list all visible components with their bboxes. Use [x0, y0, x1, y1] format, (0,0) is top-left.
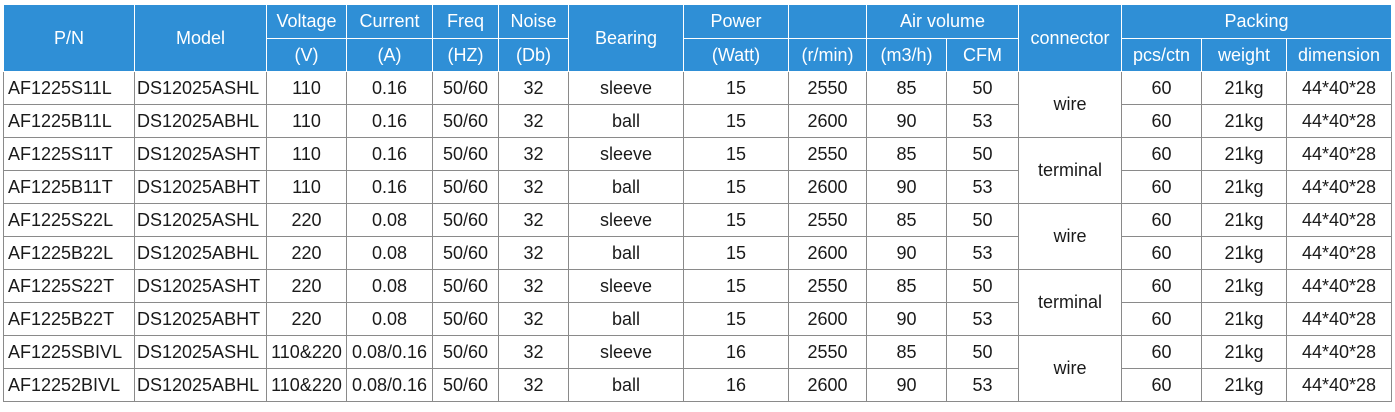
- cell-model: DS12025ASHT: [135, 138, 267, 171]
- cell-speed: 2550: [789, 138, 867, 171]
- cell-m3h: 90: [867, 105, 947, 138]
- cell-freq: 50/60: [433, 72, 499, 105]
- cell-model: DS12025ABHL: [135, 237, 267, 270]
- cell-speed: 2600: [789, 369, 867, 402]
- cell-weight: 21kg: [1202, 72, 1287, 105]
- header-connector: connector: [1019, 5, 1122, 72]
- cell-model: DS12025ASHL: [135, 336, 267, 369]
- cell-weight: 21kg: [1202, 303, 1287, 336]
- cell-m3h: 85: [867, 204, 947, 237]
- header-freq: Freq: [433, 5, 499, 39]
- cell-noise: 32: [499, 237, 569, 270]
- header-pcs-ctn: pcs/ctn: [1122, 39, 1202, 72]
- cell-dimension: 44*40*28: [1287, 270, 1392, 303]
- cell-pcs: 60: [1122, 138, 1202, 171]
- cell-power: 15: [684, 303, 789, 336]
- cell-current: 0.08: [347, 204, 433, 237]
- header-weight: weight: [1202, 39, 1287, 72]
- cell-dimension: 44*40*28: [1287, 303, 1392, 336]
- cell-dimension: 44*40*28: [1287, 72, 1392, 105]
- cell-dimension: 44*40*28: [1287, 105, 1392, 138]
- header-noise-unit: (Db): [499, 39, 569, 72]
- cell-pn: AF1225B22L: [4, 237, 135, 270]
- cell-pcs: 60: [1122, 303, 1202, 336]
- cell-connector: terminal: [1019, 138, 1122, 204]
- cell-noise: 32: [499, 72, 569, 105]
- cell-pn: AF1225S22T: [4, 270, 135, 303]
- cell-power: 15: [684, 171, 789, 204]
- fan-spec-table: [3, 4, 1392, 402]
- cell-freq: 50/60: [433, 237, 499, 270]
- cell-weight: 21kg: [1202, 237, 1287, 270]
- cell-power: 15: [684, 237, 789, 270]
- cell-m3h: 85: [867, 270, 947, 303]
- table-row: [4, 204, 1392, 237]
- cell-weight: 21kg: [1202, 105, 1287, 138]
- table-row: [4, 72, 1392, 105]
- cell-dimension: 44*40*28: [1287, 138, 1392, 171]
- header-speed-unit: (r/min): [789, 39, 867, 72]
- cell-freq: 50/60: [433, 105, 499, 138]
- cell-power: 15: [684, 72, 789, 105]
- cell-bearing: ball: [569, 105, 684, 138]
- cell-speed: 2550: [789, 336, 867, 369]
- cell-voltage: 220: [267, 204, 347, 237]
- cell-model: DS12025ASHL: [135, 72, 267, 105]
- cell-current: 0.16: [347, 138, 433, 171]
- cell-voltage: 220: [267, 303, 347, 336]
- cell-connector: wire: [1019, 72, 1122, 138]
- cell-bearing: sleeve: [569, 270, 684, 303]
- cell-model: DS12025ABHL: [135, 105, 267, 138]
- cell-voltage: 110: [267, 138, 347, 171]
- cell-speed: 2600: [789, 303, 867, 336]
- cell-pcs: 60: [1122, 369, 1202, 402]
- cell-cfm: 53: [947, 369, 1019, 402]
- cell-cfm: 53: [947, 171, 1019, 204]
- cell-cfm: 50: [947, 270, 1019, 303]
- table-row: [4, 105, 1392, 138]
- cell-m3h: 90: [867, 303, 947, 336]
- cell-connector: wire: [1019, 336, 1122, 402]
- cell-bearing: ball: [569, 303, 684, 336]
- cell-voltage: 110: [267, 105, 347, 138]
- cell-pn: AF1225S22L: [4, 204, 135, 237]
- cell-freq: 50/60: [433, 336, 499, 369]
- cell-speed: 2550: [789, 72, 867, 105]
- table-row: [4, 171, 1392, 204]
- cell-m3h: 90: [867, 237, 947, 270]
- table-row: [4, 369, 1392, 402]
- header-freq-unit: (HZ): [433, 39, 499, 72]
- cell-noise: 32: [499, 303, 569, 336]
- cell-dimension: 44*40*28: [1287, 369, 1392, 402]
- table-row: [4, 138, 1392, 171]
- cell-freq: 50/60: [433, 303, 499, 336]
- cell-cfm: 50: [947, 204, 1019, 237]
- cell-noise: 32: [499, 270, 569, 303]
- cell-connector: wire: [1019, 204, 1122, 270]
- cell-weight: 21kg: [1202, 336, 1287, 369]
- cell-model: DS12025ASHL: [135, 204, 267, 237]
- cell-bearing: ball: [569, 237, 684, 270]
- cell-speed: 2550: [789, 270, 867, 303]
- header-air-cfm: CFM: [947, 39, 1019, 72]
- cell-bearing: sleeve: [569, 72, 684, 105]
- cell-voltage: 220: [267, 270, 347, 303]
- cell-voltage: 110&220: [267, 336, 347, 369]
- cell-noise: 32: [499, 204, 569, 237]
- cell-power: 16: [684, 369, 789, 402]
- cell-power: 15: [684, 105, 789, 138]
- table-row: [4, 336, 1392, 369]
- cell-bearing: ball: [569, 171, 684, 204]
- cell-m3h: 85: [867, 72, 947, 105]
- cell-power: 15: [684, 204, 789, 237]
- cell-weight: 21kg: [1202, 270, 1287, 303]
- cell-current: 0.16: [347, 105, 433, 138]
- cell-model: DS12025ASHT: [135, 270, 267, 303]
- cell-m3h: 85: [867, 138, 947, 171]
- cell-bearing: sleeve: [569, 336, 684, 369]
- cell-weight: 21kg: [1202, 204, 1287, 237]
- cell-freq: 50/60: [433, 204, 499, 237]
- cell-model: DS12025ABHT: [135, 171, 267, 204]
- header-current: Current: [347, 5, 433, 39]
- cell-cfm: 50: [947, 336, 1019, 369]
- cell-pn: AF1225B11L: [4, 105, 135, 138]
- cell-pcs: 60: [1122, 72, 1202, 105]
- table-row: [4, 270, 1392, 303]
- header-speed-blank: [789, 5, 867, 39]
- cell-cfm: 53: [947, 237, 1019, 270]
- cell-voltage: 110: [267, 171, 347, 204]
- header-current-unit: (A): [347, 39, 433, 72]
- cell-pcs: 60: [1122, 336, 1202, 369]
- header-dimension: dimension: [1287, 39, 1392, 72]
- header-model: Model: [135, 5, 267, 72]
- header-power-unit: (Watt): [684, 39, 789, 72]
- cell-bearing: sleeve: [569, 138, 684, 171]
- cell-freq: 50/60: [433, 138, 499, 171]
- header-voltage-unit: (V): [267, 39, 347, 72]
- cell-pn: AF12252BIVL: [4, 369, 135, 402]
- header-pn: P/N: [4, 5, 135, 72]
- header-air-m3h: (m3/h): [867, 39, 947, 72]
- cell-pn: AF1225B22T: [4, 303, 135, 336]
- header-packing: Packing: [1122, 5, 1392, 39]
- cell-bearing: sleeve: [569, 204, 684, 237]
- cell-pn: AF1225B11T: [4, 171, 135, 204]
- cell-dimension: 44*40*28: [1287, 237, 1392, 270]
- cell-current: 0.08/0.16: [347, 336, 433, 369]
- cell-cfm: 50: [947, 138, 1019, 171]
- cell-voltage: 220: [267, 237, 347, 270]
- cell-weight: 21kg: [1202, 138, 1287, 171]
- header-power: Power: [684, 5, 789, 39]
- cell-m3h: 85: [867, 336, 947, 369]
- cell-current: 0.08: [347, 303, 433, 336]
- cell-noise: 32: [499, 105, 569, 138]
- cell-dimension: 44*40*28: [1287, 204, 1392, 237]
- cell-noise: 32: [499, 369, 569, 402]
- cell-speed: 2600: [789, 171, 867, 204]
- cell-cfm: 53: [947, 303, 1019, 336]
- cell-pcs: 60: [1122, 171, 1202, 204]
- cell-pn: AF1225S11L: [4, 72, 135, 105]
- cell-power: 15: [684, 138, 789, 171]
- cell-pcs: 60: [1122, 270, 1202, 303]
- cell-m3h: 90: [867, 171, 947, 204]
- cell-model: DS12025ABHT: [135, 303, 267, 336]
- header-air-volume: Air volume: [867, 5, 1019, 39]
- cell-pcs: 60: [1122, 204, 1202, 237]
- cell-noise: 32: [499, 171, 569, 204]
- table-row: [4, 237, 1392, 270]
- cell-voltage: 110: [267, 72, 347, 105]
- cell-weight: 21kg: [1202, 171, 1287, 204]
- cell-speed: 2550: [789, 204, 867, 237]
- cell-noise: 32: [499, 138, 569, 171]
- header-voltage: Voltage: [267, 5, 347, 39]
- cell-dimension: 44*40*28: [1287, 171, 1392, 204]
- cell-m3h: 90: [867, 369, 947, 402]
- cell-current: 0.16: [347, 171, 433, 204]
- header-noise: Noise: [499, 5, 569, 39]
- cell-pcs: 60: [1122, 105, 1202, 138]
- cell-freq: 50/60: [433, 171, 499, 204]
- cell-pn: AF1225S11T: [4, 138, 135, 171]
- cell-freq: 50/60: [433, 369, 499, 402]
- cell-pn: AF1225SBIVL: [4, 336, 135, 369]
- cell-dimension: 44*40*28: [1287, 336, 1392, 369]
- cell-current: 0.08: [347, 237, 433, 270]
- cell-model: DS12025ABHL: [135, 369, 267, 402]
- header-bearing: Bearing: [569, 5, 684, 72]
- cell-connector: terminal: [1019, 270, 1122, 336]
- cell-power: 15: [684, 270, 789, 303]
- cell-speed: 2600: [789, 105, 867, 138]
- cell-power: 16: [684, 336, 789, 369]
- cell-cfm: 53: [947, 105, 1019, 138]
- cell-cfm: 50: [947, 72, 1019, 105]
- cell-voltage: 110&220: [267, 369, 347, 402]
- cell-speed: 2600: [789, 237, 867, 270]
- cell-weight: 21kg: [1202, 369, 1287, 402]
- cell-bearing: ball: [569, 369, 684, 402]
- cell-current: 0.16: [347, 72, 433, 105]
- table-row: [4, 303, 1392, 336]
- cell-pcs: 60: [1122, 237, 1202, 270]
- cell-freq: 50/60: [433, 270, 499, 303]
- cell-noise: 32: [499, 336, 569, 369]
- cell-current: 0.08/0.16: [347, 369, 433, 402]
- cell-current: 0.08: [347, 270, 433, 303]
